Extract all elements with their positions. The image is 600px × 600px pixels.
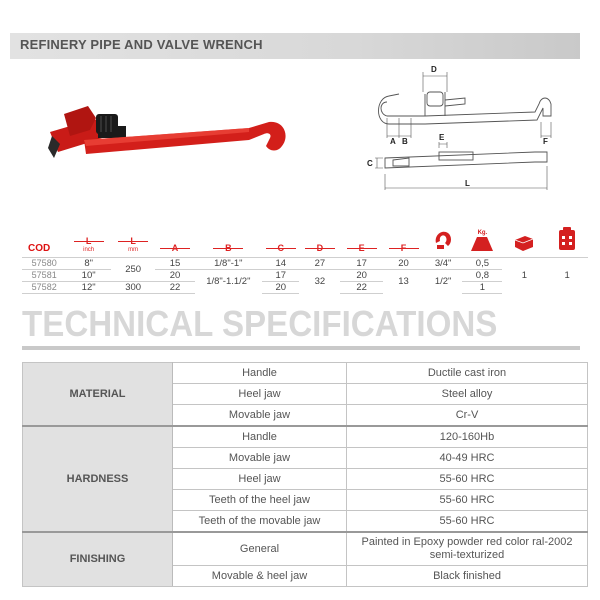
weight-icon: Kg. xyxy=(462,214,502,258)
spec-value: Black finished xyxy=(347,566,588,587)
spec-item: Teeth of the heel jaw xyxy=(173,490,347,511)
wrench-photo xyxy=(44,96,289,176)
diagram-label-e: E xyxy=(439,133,445,142)
cod-cell: 57580 xyxy=(22,258,66,270)
table-row xyxy=(23,363,588,384)
category-material: MATERIAL xyxy=(23,363,173,427)
diagram-label-b: B xyxy=(402,137,408,146)
table-row xyxy=(22,258,588,270)
box-icon xyxy=(502,214,546,258)
dimension-table xyxy=(22,214,588,294)
section-title: TECHNICAL SPECIFICATIONS xyxy=(22,303,498,344)
spec-value: 55-60 HRC xyxy=(347,469,588,490)
spec-value: Ductile cast iron xyxy=(347,363,588,384)
b-cell: 1/8"-1.1/2" xyxy=(195,270,263,294)
diagram-label-a: A xyxy=(390,137,396,146)
spec-item: Teeth of the movable jaw xyxy=(173,511,347,533)
kg-cell: 1 xyxy=(462,282,502,294)
header-c: C xyxy=(262,214,299,258)
spec-item: Movable & heel jaw xyxy=(173,566,347,587)
d-cell: 27 xyxy=(299,258,340,270)
kg-cell: 0,8 xyxy=(462,270,502,282)
pack-qty-cell: 1 xyxy=(546,258,588,294)
spec-value-line: Painted in Epoxy powder red color ral-2002 xyxy=(361,536,573,548)
category-finishing: FINISHING xyxy=(23,532,173,587)
a-cell: 20 xyxy=(155,270,194,282)
l-inch-cell: 10" xyxy=(66,270,111,282)
spec-item: Handle xyxy=(173,426,347,448)
jaw-cell: 3/4" xyxy=(424,258,462,270)
jaw-opening-icon xyxy=(424,214,462,258)
pack-icon xyxy=(546,214,588,258)
l-inch-cell: 8" xyxy=(66,258,111,270)
spec-value: 55-60 HRC xyxy=(347,490,588,511)
technical-specifications-table xyxy=(22,362,588,587)
a-cell: 15 xyxy=(155,258,194,270)
diagram-label-c: C xyxy=(367,159,373,168)
f-cell: 20 xyxy=(383,258,424,270)
e-cell: 20 xyxy=(340,270,383,282)
b-cell: 1/8"-1" xyxy=(195,258,263,270)
spec-item: Heel jaw xyxy=(173,469,347,490)
spec-item: Heel jaw xyxy=(173,384,347,405)
e-cell: 22 xyxy=(340,282,383,294)
spec-value: Cr-V xyxy=(347,405,588,427)
table-row xyxy=(23,532,588,566)
cod-cell: 57581 xyxy=(22,270,66,282)
spec-value: 55-60 HRC xyxy=(347,511,588,533)
spec-item: Movable jaw xyxy=(173,448,347,469)
diagram-label-l: L xyxy=(465,179,470,188)
cod-cell: 57582 xyxy=(22,282,66,294)
header-e: E xyxy=(340,214,383,258)
header-d: D xyxy=(299,214,340,258)
spec-value: Steel alloy xyxy=(347,384,588,405)
section-title-underline xyxy=(22,346,580,350)
kg-cell: 0,5 xyxy=(462,258,502,270)
page-title: REFINERY PIPE AND VALVE WRENCH xyxy=(20,37,263,52)
d-cell: 32 xyxy=(299,270,340,294)
l-inch-cell: 12" xyxy=(66,282,111,294)
l-mm-cell: 250 xyxy=(111,258,156,282)
header-cod: COD xyxy=(28,243,51,254)
header-f: F xyxy=(383,214,424,258)
spec-value: 40-49 HRC xyxy=(347,448,588,469)
f-cell: 13 xyxy=(383,270,424,294)
spec-value-line: semi-texturized xyxy=(429,549,505,561)
c-cell: 17 xyxy=(262,270,299,282)
box-qty-cell: 1 xyxy=(502,258,546,294)
header-b: B xyxy=(195,214,263,258)
spec-value: 120-160Hb xyxy=(347,426,588,448)
header-a: A xyxy=(155,214,194,258)
spec-value xyxy=(347,532,588,566)
spec-item: Handle xyxy=(173,363,347,384)
jaw-cell: 1/2" xyxy=(424,270,462,294)
header-l-mm: L mm xyxy=(111,214,156,258)
header-l-inch: L inch xyxy=(66,214,111,258)
spec-item: Movable jaw xyxy=(173,405,347,427)
l-mm-cell: 300 xyxy=(111,282,156,294)
table-row xyxy=(23,426,588,448)
category-hardness: HARDNESS xyxy=(23,426,173,532)
c-cell: 14 xyxy=(262,258,299,270)
dimension-diagram xyxy=(365,62,565,202)
diagram-label-d: D xyxy=(431,65,437,74)
e-cell: 17 xyxy=(340,258,383,270)
c-cell: 20 xyxy=(262,282,299,294)
diagram-label-f: F xyxy=(543,137,548,146)
spec-item: General xyxy=(173,532,347,566)
a-cell: 22 xyxy=(155,282,194,294)
